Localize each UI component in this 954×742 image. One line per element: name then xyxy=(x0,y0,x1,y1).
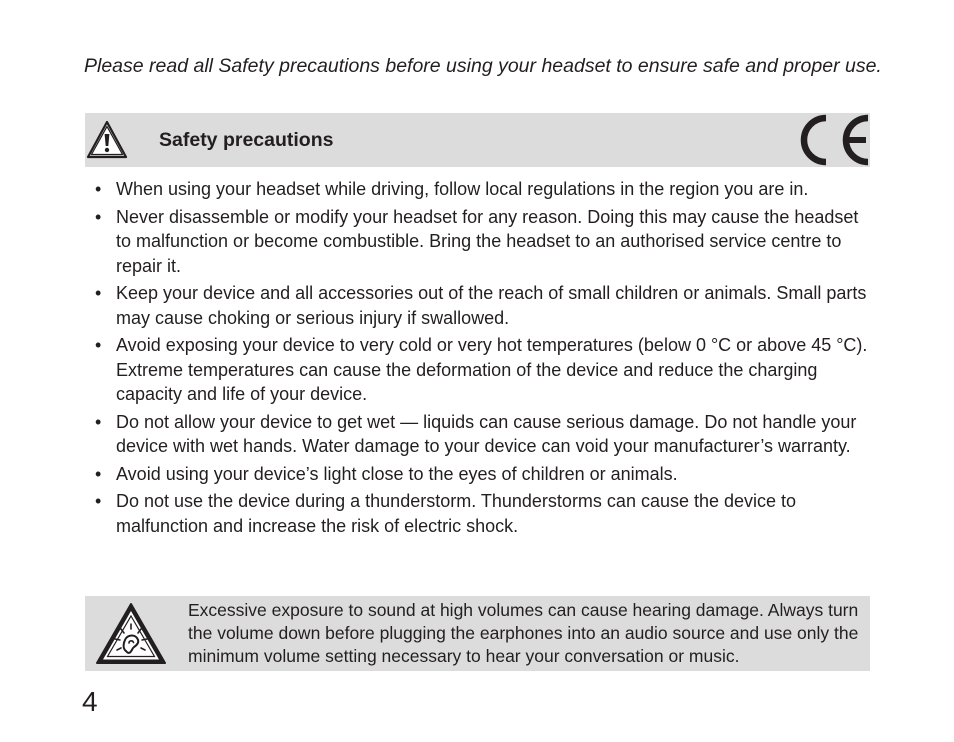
bullet-item xyxy=(95,281,875,330)
bullet-text: Keep your device and all accessories out of the reach of small children or animals. Small parts may cause choking or serious injury if swallowed. xyxy=(116,283,867,328)
bullet-marker: • xyxy=(95,411,102,432)
hearing-notice-text: Excessive exposure to sound at high volumes can cause hearing damage. Always turn the volume down before plugging the earphones into an audio source and use only the minimum volume setting necessary to hear your conversation or music. xyxy=(188,600,859,666)
bullet-marker: • xyxy=(95,491,102,511)
bullet-item xyxy=(95,489,875,538)
warning-triangle-icon xyxy=(85,118,129,162)
bullet-text: Do not allow your device to get wet — liquids can cause serious damage. Do not handle your device with wet hands. Water damage to your device can void your manufacturer’s warranty. xyxy=(116,411,857,456)
section-title: Safety precautions xyxy=(159,129,334,151)
safety-bullet-list xyxy=(95,177,875,541)
bullet-marker: • xyxy=(95,335,102,355)
bullet-marker: • xyxy=(95,283,102,303)
bullet-marker: • xyxy=(95,463,102,484)
ce-mark-icon xyxy=(792,113,870,167)
bullet-item xyxy=(95,205,875,279)
bullet-item xyxy=(95,462,875,487)
hearing-damage-warning-icon xyxy=(95,602,167,666)
bullet-marker: • xyxy=(95,179,102,199)
bullet-item xyxy=(95,333,875,407)
bullet-text: When using your headset while driving, follow local regulations in the region you are in. xyxy=(116,179,809,199)
hearing-notice-box xyxy=(85,596,870,671)
intro-text: Please read all Safety precautions before using your headset to ensure safe and proper use. xyxy=(84,55,882,77)
safety-header-bar xyxy=(85,113,870,167)
bullet-text: Avoid using your device’s light close to the eyes of children or animals. xyxy=(116,463,678,484)
bullet-text: Do not use the device during a thunderstorm. Thunderstorms can cause the device to malfunction and increase the risk of electric shock. xyxy=(116,491,797,536)
bullet-marker: • xyxy=(95,206,102,227)
bullet-text-continued: Extreme temperatures can cause the deformation of the device and reduce the charging capacity and life of your device. xyxy=(116,359,818,404)
bullet-text: Avoid exposing your device to very cold or very hot temperatures (below 0 °C or above 45 °C). xyxy=(116,335,868,355)
bullet-item xyxy=(95,177,875,202)
bullet-item xyxy=(95,410,875,459)
bullet-text: Never disassemble or modify your headset for any reason. Doing this may cause the headset to malfunction or become combustible. Bring the headset to an authorised service centre to repair it. xyxy=(116,206,859,276)
page-number: 4 xyxy=(82,686,98,717)
